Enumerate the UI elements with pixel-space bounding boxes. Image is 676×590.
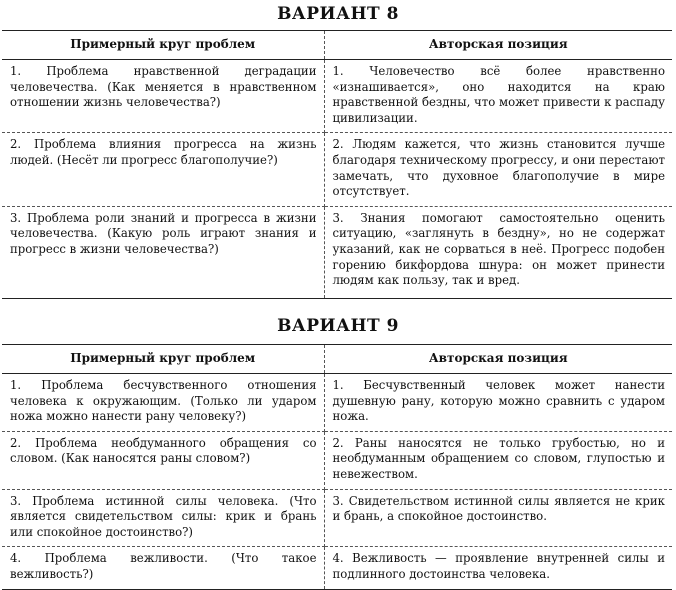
table-header-row	[2, 345, 672, 374]
table-row	[2, 374, 672, 432]
position-cell: 3. Знания помогают самостоятельно оценить ситуацию, «заглянуть в бездну», но не содержат указаний, как не сорваться в неё. Прогресс подобен горению бикфордова шнура: он может принести людям как пользу, так и вред.	[324, 206, 672, 298]
problem-cell: 3. Проблема истинной силы человека. (Что является свидетельством силы: крик и брань или спокойное достоинство?)	[2, 489, 324, 547]
table-row	[2, 206, 672, 298]
position-cell: 2. Людям кажется, что жизнь становится лучше благодаря техническому прогрессу, и они перестают замечать, что духовное благополучие в мире отсутствует.	[324, 133, 672, 206]
table-row	[2, 431, 672, 489]
table-row	[2, 133, 672, 206]
header-author-position: Авторская позиция	[324, 31, 672, 60]
header-author-position: Авторская позиция	[324, 345, 672, 374]
table-header-row	[2, 31, 672, 60]
position-cell: 4. Вежливость — проявление внутренней силы и подлинного достоинства человека.	[324, 547, 672, 589]
header-problems: Примерный круг проблем	[2, 31, 324, 60]
table-row	[2, 60, 672, 133]
position-cell: 1. Человечество всё более нравственно «изнашивается», оно находится на краю нравственной бездны, что может привести к распаду цивилизации.	[324, 60, 672, 133]
position-cell: 1. Бесчувственный человек может нанести душевную рану, которую можно сравнить с ударом ножа.	[324, 374, 672, 432]
problem-cell: 4. Проблема вежливости. (Что такое вежливость?)	[2, 547, 324, 589]
position-cell: 3. Свидетельством истинной силы является не крик и брань, а спокойное достоинство.	[324, 489, 672, 547]
header-problems: Примерный круг проблем	[2, 345, 324, 374]
table-row	[2, 547, 672, 589]
variant-9-title: ВАРИАНТ 9	[277, 316, 399, 336]
problem-cell: 3. Проблема роли знаний и прогресса в жизни человечества. (Какую роль играют знания и прогресс в жизни человечества?)	[2, 206, 324, 298]
problem-cell: 1. Проблема нравственной деградации человечества. (Как меняется в нравственном отношении жизнь человечества?)	[2, 60, 324, 133]
problem-cell: 2. Проблема необдуманного обращения со словом. (Как наносятся раны словом?)	[2, 431, 324, 489]
problem-cell: 1. Проблема бесчувственного отношения человека к окружающим. (Только ли ударом ножа можно нанести рану человеку?)	[2, 374, 324, 432]
problem-cell: 2. Проблема влияния прогресса на жизнь людей. (Несёт ли прогресс благополучие?)	[2, 133, 324, 206]
variant-9-table	[2, 344, 672, 590]
variant-8-table	[2, 30, 672, 299]
position-cell: 2. Раны наносятся не только грубостью, но и необдуманным обращением со словом, глупостью и невежеством.	[324, 431, 672, 489]
table-row	[2, 489, 672, 547]
variant-8-title: ВАРИАНТ 8	[277, 4, 399, 24]
